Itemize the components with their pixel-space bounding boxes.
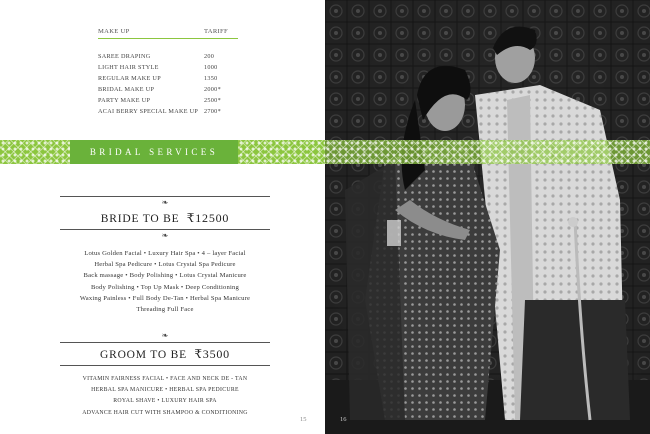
- bride-title-text: BRIDE TO BE: [100, 213, 180, 225]
- tariff-price: 2000*: [204, 86, 221, 93]
- band-pattern-middle: [238, 140, 325, 164]
- divider-rule: [60, 229, 270, 230]
- band-pattern-right: [325, 140, 650, 164]
- tariff-row: [98, 84, 238, 95]
- ornament-icon: ❧: [161, 198, 169, 207]
- tariff-row: [98, 95, 238, 106]
- groom-package: [40, 330, 290, 419]
- tariff-service: PARTY MAKE UP: [98, 97, 151, 104]
- tariff-row: [98, 51, 238, 62]
- groom-price: ₹3500: [194, 347, 230, 361]
- section-title: BRIDAL SERVICES: [70, 140, 238, 164]
- bride-service-line: Waxing Painless • Full Body De-Tan • Herbal Spa Manicure: [79, 294, 251, 302]
- bride-service-line: Body Polishing • Top Up Mask • Deep Conditioning: [90, 283, 240, 291]
- tariff-price: 200: [204, 53, 215, 60]
- couple-photo: [325, 0, 650, 434]
- divider-rule: [60, 342, 270, 343]
- groom-service-line: ADVANCE HAIR CUT WITH SHAMPOO & CONDITIONING: [82, 409, 248, 416]
- groom-title: [40, 347, 290, 362]
- bride-title: [40, 211, 290, 226]
- tariff-col-service: MAKE UP: [98, 28, 130, 35]
- groom-service-line: ROYAL SHAVE • LUXURY HAIR SPA: [113, 398, 217, 405]
- tariff-row: [98, 62, 238, 73]
- bride-service-line: Back massage • Body Polishing • Lotus Crystal Manicure: [83, 272, 247, 280]
- bride-price: ₹12500: [186, 211, 230, 225]
- section-band: [0, 140, 650, 164]
- page-number-right: 16: [340, 416, 347, 423]
- band-pattern-left: [0, 140, 70, 164]
- tariff-service: LIGHT HAIR STYLE: [98, 64, 159, 71]
- tariff-row: [98, 73, 238, 84]
- right-page: [325, 0, 650, 434]
- bride-service-line: Herbal Spa Pedicure • Lotus Crystal Spa Pedicure: [94, 261, 236, 269]
- tariff-price: 1350: [204, 75, 218, 82]
- divider-rule: [60, 365, 270, 366]
- ornament-icon: ❧: [161, 331, 169, 340]
- tariff-service: ACAI BERRY SPECIAL MAKE UP: [98, 108, 199, 115]
- groom-service-line: VITAMIN FAIRNESS FACIAL • FACE AND NECK DE - TAN: [82, 376, 248, 382]
- page-number-left: 15: [300, 416, 307, 423]
- tariff-table: [98, 28, 238, 117]
- ornament-icon: ❧: [161, 231, 169, 240]
- groom-title-text: GROOM TO BE: [100, 349, 187, 361]
- groom-services-list: [40, 374, 290, 419]
- tariff-service: SAREE DRAPING: [98, 53, 151, 60]
- tariff-col-price: TARIFF: [204, 28, 228, 35]
- bride-service-line: Lotus Golden Facial • Luxury Hair Spa • 4 – layer Facial: [84, 250, 246, 257]
- bride-services-list: [40, 248, 290, 315]
- groom-service-line: HERBAL SPA MANICURE • HERBAL SPA PEDICURE: [91, 387, 239, 394]
- tariff-price: 2500*: [204, 97, 221, 104]
- tariff-price: 1000: [204, 64, 218, 71]
- divider-rule: [60, 196, 270, 197]
- tariff-service: REGULAR MAKE UP: [98, 75, 161, 82]
- tariff-price: 2700*: [204, 108, 221, 115]
- bride-package: [40, 196, 290, 315]
- tariff-header: [98, 28, 238, 39]
- bride-service-line: Threading Full Face: [136, 306, 194, 314]
- tariff-service: BRIDAL MAKE UP: [98, 86, 155, 93]
- tariff-row: [98, 106, 238, 117]
